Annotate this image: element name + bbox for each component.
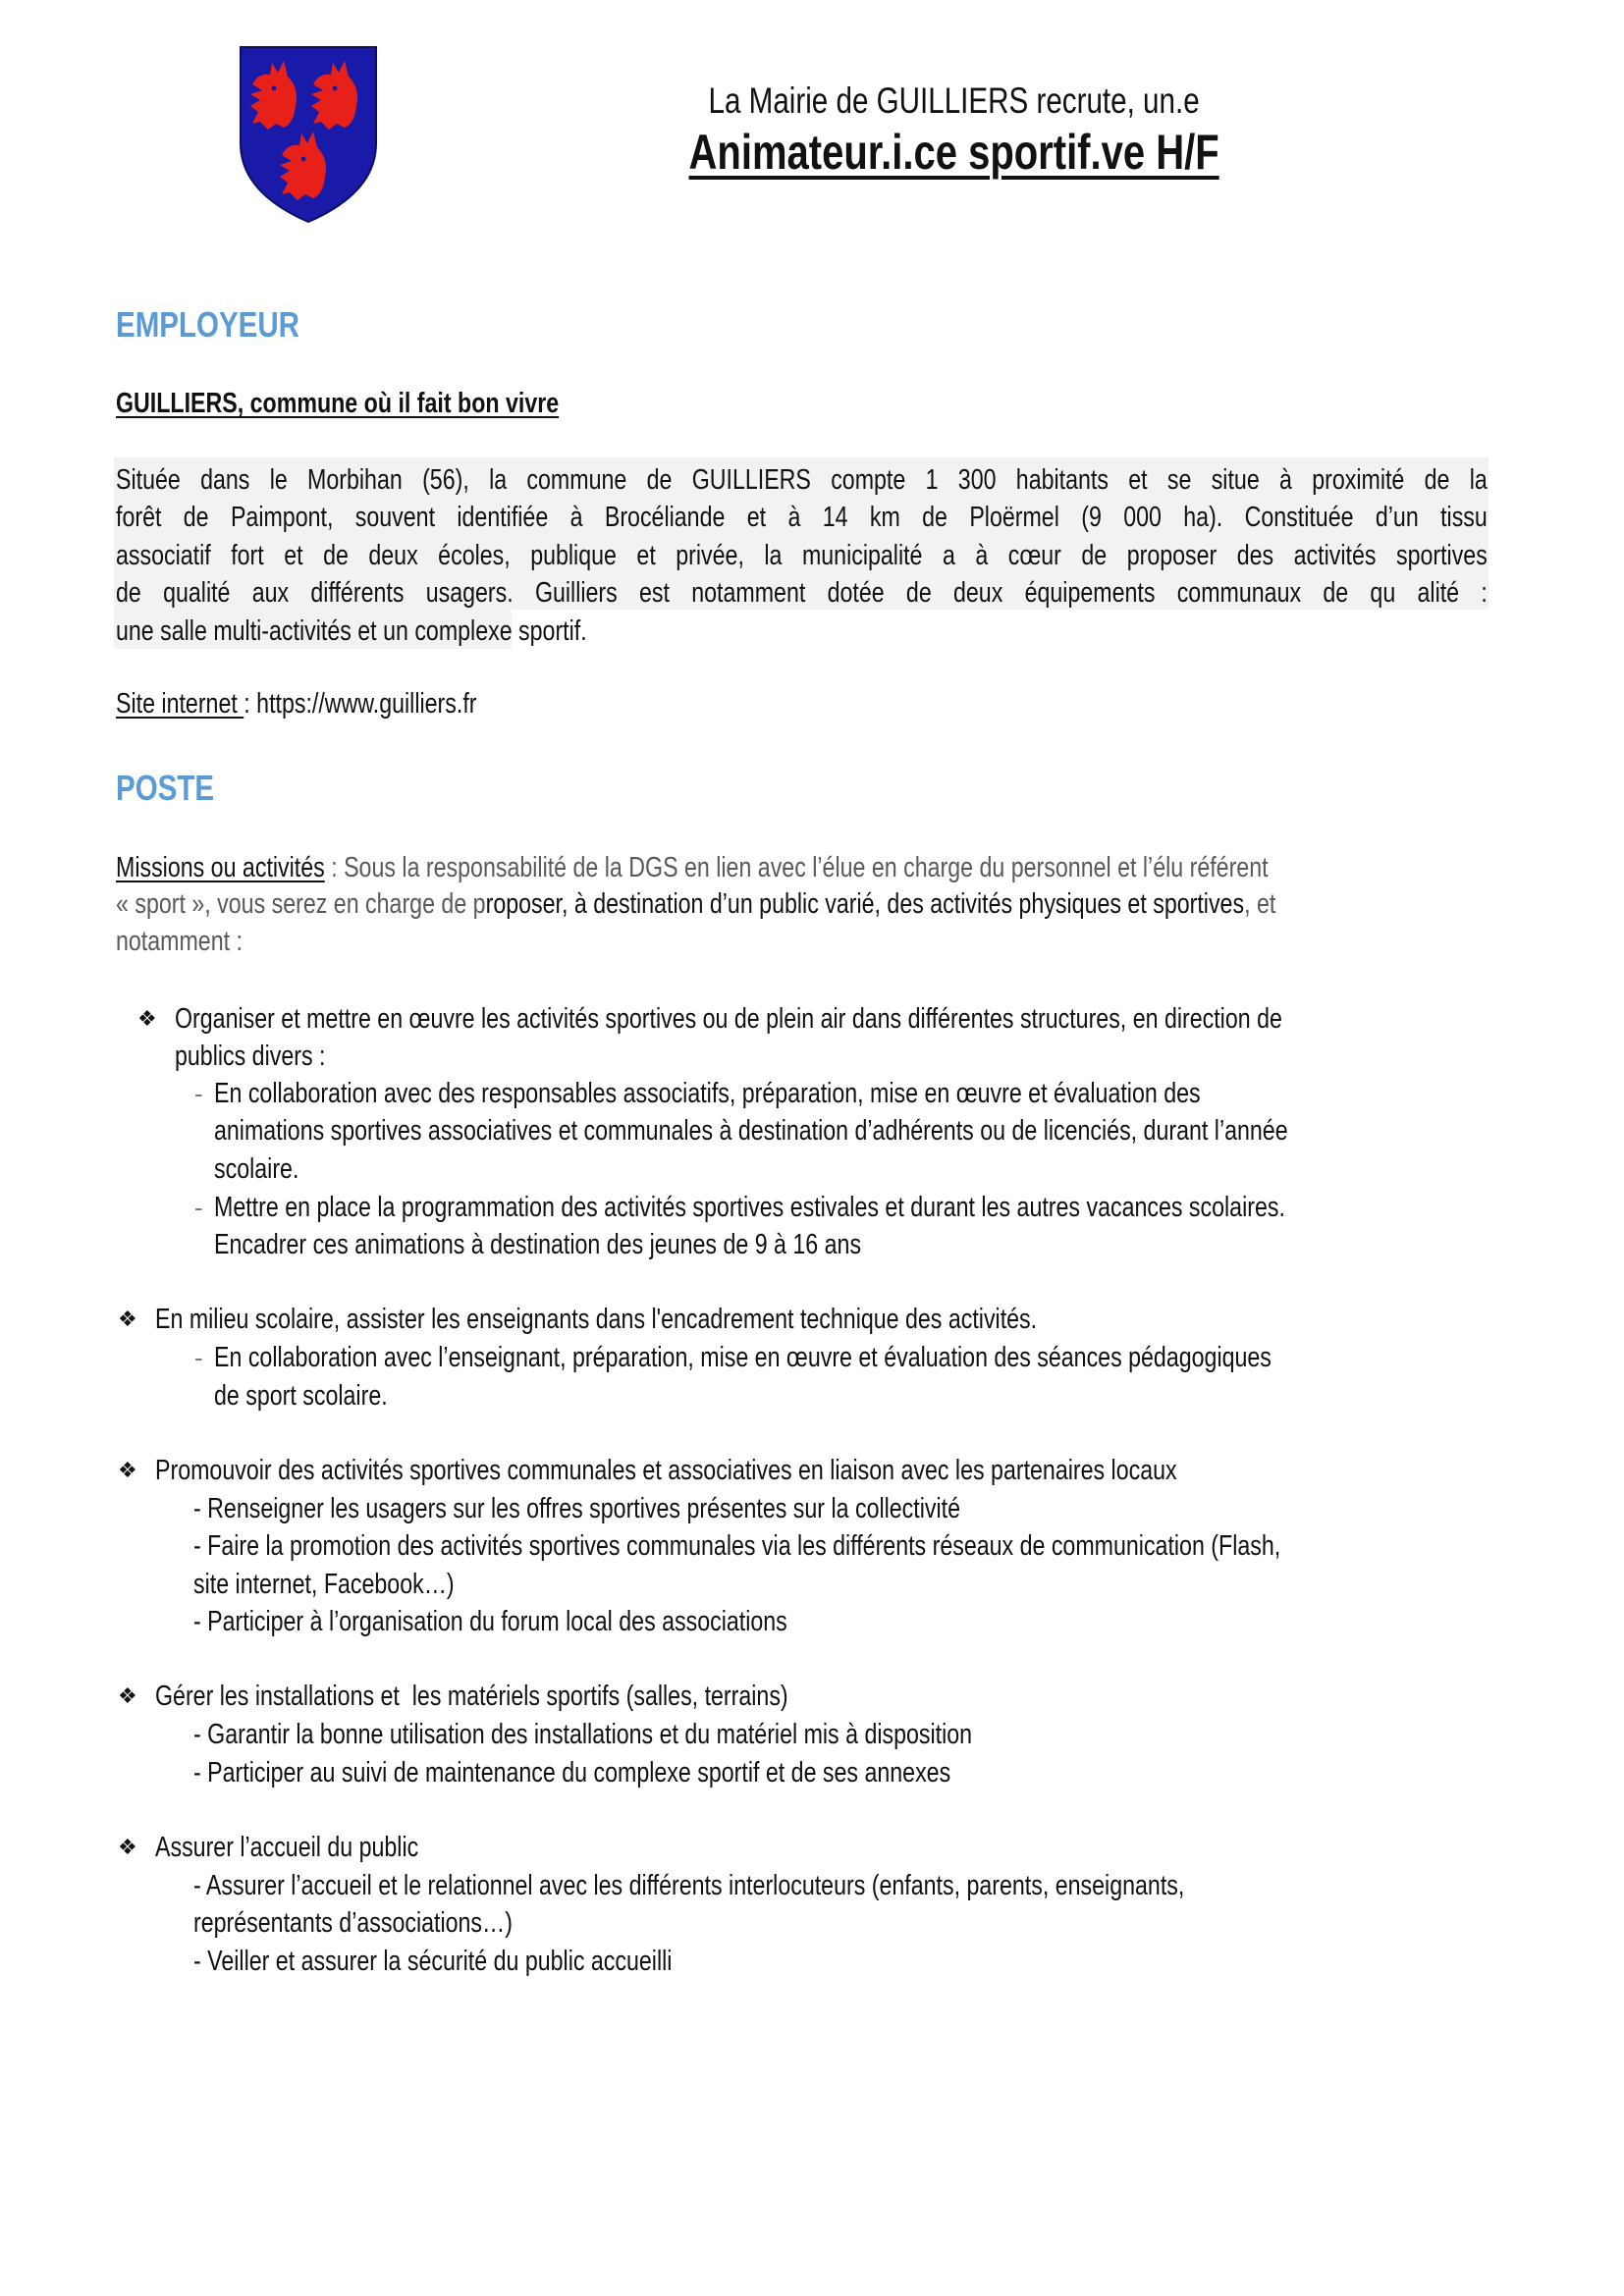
mission-subitem-text: scolaire.: [214, 1153, 299, 1185]
missions-text-muted-end: , et: [1244, 888, 1276, 920]
dash-bullet: -: [194, 1079, 203, 1108]
website-separator: :: [244, 688, 257, 720]
mission-subitem-text: - Assurer l’accueil et le relationnel avec les différents interlocuteurs (enfants, parents, enseignants,: [193, 1870, 1185, 1901]
paragraph-line: une salle multi-activités et un complexe sportif.: [116, 615, 587, 647]
mission-subitem-text: de sport scolaire.: [214, 1380, 388, 1412]
missions-line-3: notamment :: [116, 926, 243, 957]
header-line-2: [0, 124, 1624, 181]
mission-item-text: Organiser et mettre en œuvre les activités sportives ou de plein air dans différentes structures, en direction de: [175, 1003, 1282, 1035]
mission-item-text: Promouvoir des activités sportives communales et associatives en liaison avec les partenaires locaux: [155, 1455, 1177, 1486]
mission-subitem-text: En collaboration avec des responsables associatifs, préparation, mise en œuvre et évaluation des: [214, 1078, 1201, 1109]
missions-line-2: [116, 885, 1275, 923]
mission-subitem-text: - Veiller et assurer la sécurité du public accueilli: [193, 1946, 673, 1977]
website-link[interactable]: https://www.guilliers.fr: [256, 688, 477, 720]
mission-subitem-text: - Faire la promotion des activités sportives communales via les différents réseaux de communication (Flash,: [193, 1530, 1281, 1562]
mission-item-text: Assurer l’accueil du public: [155, 1832, 419, 1863]
four-diamond-bullet-icon: ❖: [118, 1458, 137, 1482]
employer-subheading: GUILLIERS, commune où il fait bon vivre: [116, 388, 560, 419]
website-label: Site internet: [116, 688, 244, 720]
mission-item-text: En milieu scolaire, assister les enseignants dans l'encadrement technique des activités.: [155, 1304, 1038, 1335]
mission-subitem-text: - Participer au suivi de maintenance du complexe sportif et de ses annexes: [193, 1757, 951, 1789]
paragraph-line: Située dans le Morbihan (56), la commune de GUILLIERS compte 1 300 habitants et se situe à proximité de la: [116, 464, 1488, 496]
mission-item-text: publics divers :: [175, 1041, 326, 1072]
dash-bullet: -: [194, 1193, 203, 1222]
mission-subitem-text: - Renseigner les usagers sur les offres sportives présentes sur la collectivité: [193, 1493, 960, 1524]
mission-subitem-text: - Participer à l’organisation du forum local des associations: [193, 1606, 787, 1637]
mission-subitem-text: Encadrer ces animations à destination des jeunes de 9 à 16 ans: [214, 1229, 862, 1260]
website-line: [116, 685, 477, 722]
mission-subitem-text: En collaboration avec l’enseignant, préparation, mise en œuvre et évaluation des séances pédagogiques: [214, 1342, 1272, 1373]
four-diamond-bullet-icon: ❖: [137, 1006, 157, 1031]
section-heading-employeur: EMPLOYEUR: [116, 304, 299, 345]
mission-subitem-text: représentants d’associations…): [193, 1907, 513, 1939]
missions-line-1: [116, 849, 1269, 886]
mission-subitem-text: site internet, Facebook…): [193, 1569, 455, 1600]
four-diamond-bullet-icon: ❖: [118, 1835, 137, 1859]
paragraph-line: forêt de Paimpont, souvent identifiée à Brocéliande et à 14 km de Ploërmel (9 000 ha). Constituée d’un tissu: [116, 502, 1488, 533]
mission-subitem-text: - Garantir la bonne utilisation des installations et du matériel mis à disposition: [193, 1719, 973, 1750]
mission-subitem-text: animations sportives associatives et communales à destination d’adhérents ou de licenciés, durant l’année: [214, 1115, 1288, 1147]
dash-bullet: -: [194, 1343, 203, 1372]
four-diamond-bullet-icon: ❖: [118, 1683, 137, 1708]
four-diamond-bullet-icon: ❖: [118, 1307, 137, 1331]
recruiting-announcement: La Mairie de GUILLIERS recrute, un.e: [708, 80, 1201, 121]
paragraph-line: associatif fort et de deux écoles, publique et privée, la municipalité a à cœur de proposer des activités sportives: [116, 540, 1488, 571]
mission-subitem-text: Mettre en place la programmation des activités sportives estivales et durant les autres vacances scolaires.: [214, 1192, 1285, 1223]
mission-item-text: Gérer les installations et les matériels sportifs (salles, terrains): [155, 1681, 788, 1712]
missions-text-muted: « sport », vous serez en charge de p: [116, 888, 486, 920]
missions-intro: : Sous la responsabilité de la DGS en lien avec l’élue en charge du personnel et l’élu référent: [324, 852, 1269, 883]
job-title: Animateur.i.ce sportif.ve H/F: [688, 125, 1220, 180]
paragraph-line: de qualité aux différents usagers. Guilliers est notamment dotée de deux équipements communaux de qu alité :: [116, 577, 1488, 609]
missions-text-emphasis: roposer, à destination d’un public varié, des activités physiques et sportives: [485, 888, 1245, 920]
header-line-1: [0, 79, 1624, 124]
section-heading-poste: POSTE: [116, 768, 215, 808]
missions-label: Missions ou activités: [116, 852, 325, 883]
